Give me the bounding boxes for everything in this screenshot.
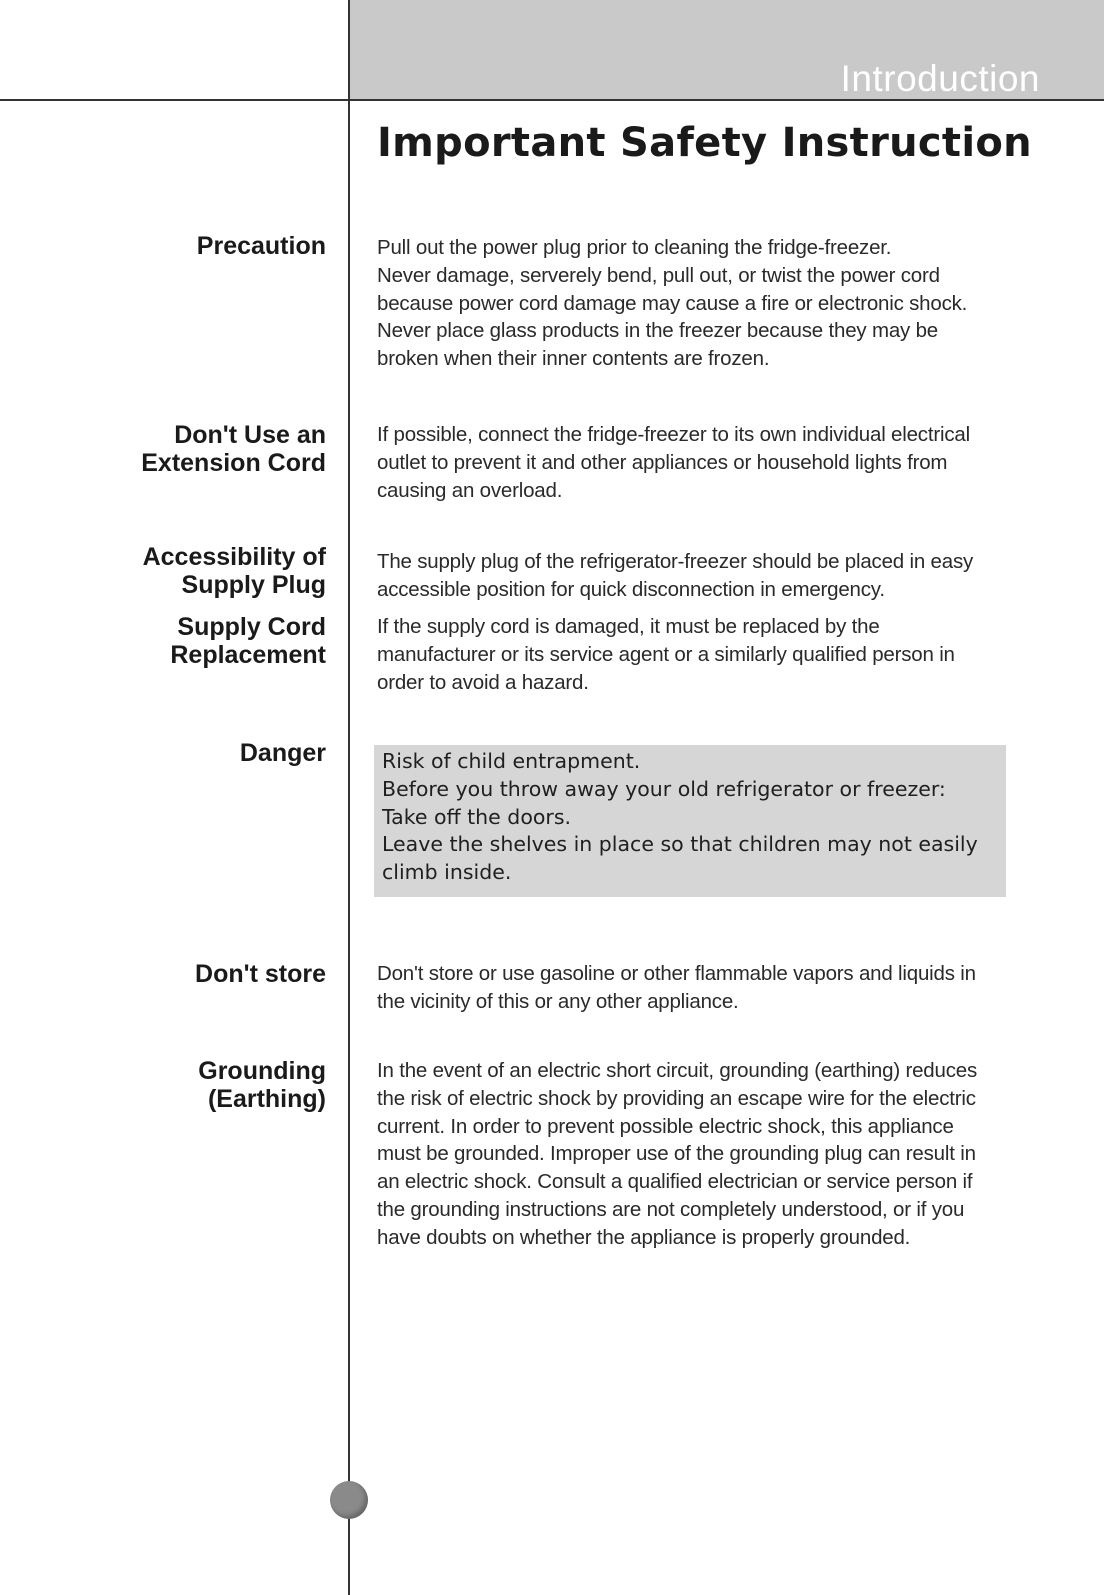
label-dont-store (86, 960, 326, 988)
label-line: (Earthing) (207, 1085, 326, 1113)
text-line: Take off the doors. (382, 804, 572, 829)
label-line: Accessibility of (142, 543, 326, 571)
page-title: Important Safety Instruction (377, 120, 1032, 166)
text-danger (382, 748, 978, 887)
label-line: Supply Cord (177, 613, 326, 641)
text-line: the vicinity of this or any other appliance. (377, 989, 739, 1013)
text-dont-store (377, 960, 1017, 1016)
label-line: Don't store (195, 960, 326, 988)
text-line: Risk of child entrapment. (382, 749, 641, 773)
label-line: Grounding (198, 1057, 326, 1085)
text-line: the risk of electric shock by providing an escape wire for the electric (377, 1086, 976, 1110)
label-supply-plug (86, 543, 326, 599)
text-line: Pull out the power plug prior to cleaning the fridge-freezer. (377, 236, 892, 259)
text-line: must be grounded. Improper use of the grounding plug can result in (377, 1142, 976, 1166)
text-extension-cord (377, 421, 1017, 504)
text-line: Don't store or use gasoline or other flammable vapors and liquids in (377, 962, 976, 985)
text-line: In the event of an electric short circuit, grounding (earthing) reduces (377, 1059, 977, 1082)
text-line: If possible, connect the fridge-freezer to its own individual electrical (377, 423, 970, 446)
text-line: climb inside. (382, 860, 512, 885)
page-marker-circle (330, 1481, 368, 1519)
text-line: Leave the shelves in place so that children may not easily (382, 832, 978, 857)
label-supply-cord (86, 613, 326, 669)
label-line: Extension Cord (141, 449, 326, 477)
label-line: Don't Use an (174, 421, 326, 449)
text-grounding (377, 1057, 1017, 1252)
text-line: have doubts on whether the appliance is properly grounded. (377, 1225, 911, 1249)
text-line: broken when their inner contents are frozen. (377, 347, 770, 371)
text-precaution (377, 234, 1017, 373)
margin-divider (348, 0, 350, 1595)
text-supply-plug (377, 548, 1017, 604)
text-line: the grounding instructions are not completely understood, or if you (377, 1197, 965, 1221)
text-line: If the supply cord is damaged, it must be replaced by the (377, 615, 880, 638)
label-grounding (86, 1057, 326, 1113)
label-extension-cord (86, 421, 326, 477)
text-line: manufacturer or its service agent or a similarly qualified person in (377, 642, 955, 666)
label-line: Supply Plug (181, 571, 326, 599)
text-line: Never damage, serverely bend, pull out, or twist the power cord (377, 263, 940, 287)
text-line: an electric shock. Consult a qualified electrician or service person if (377, 1170, 973, 1194)
label-danger (86, 739, 326, 767)
text-line: The supply plug of the refrigerator-freezer should be placed in easy (377, 550, 974, 573)
text-supply-cord (377, 613, 1017, 696)
label-line: Replacement (170, 641, 326, 669)
text-line: because power cord damage may cause a fire or electronic shock. (377, 291, 968, 315)
label-precaution (86, 232, 326, 260)
label-line: Precaution (196, 232, 326, 260)
header-band (349, 0, 1104, 100)
section-title: Introduction (840, 58, 1040, 99)
header-divider (0, 99, 1104, 101)
label-line: Danger (239, 739, 326, 767)
text-line: Before you throw away your old refrigerator or freezer: (382, 776, 946, 801)
text-line: order to avoid a hazard. (377, 670, 589, 694)
text-line: outlet to prevent it and other appliances or household lights from (377, 450, 948, 474)
text-line: accessible position for quick disconnection in emergency. (377, 577, 885, 601)
text-line: current. In order to prevent possible electric shock, this appliance (377, 1114, 954, 1138)
text-line: Never place glass products in the freezer because they may be (377, 319, 938, 343)
text-line: causing an overload. (377, 478, 563, 502)
